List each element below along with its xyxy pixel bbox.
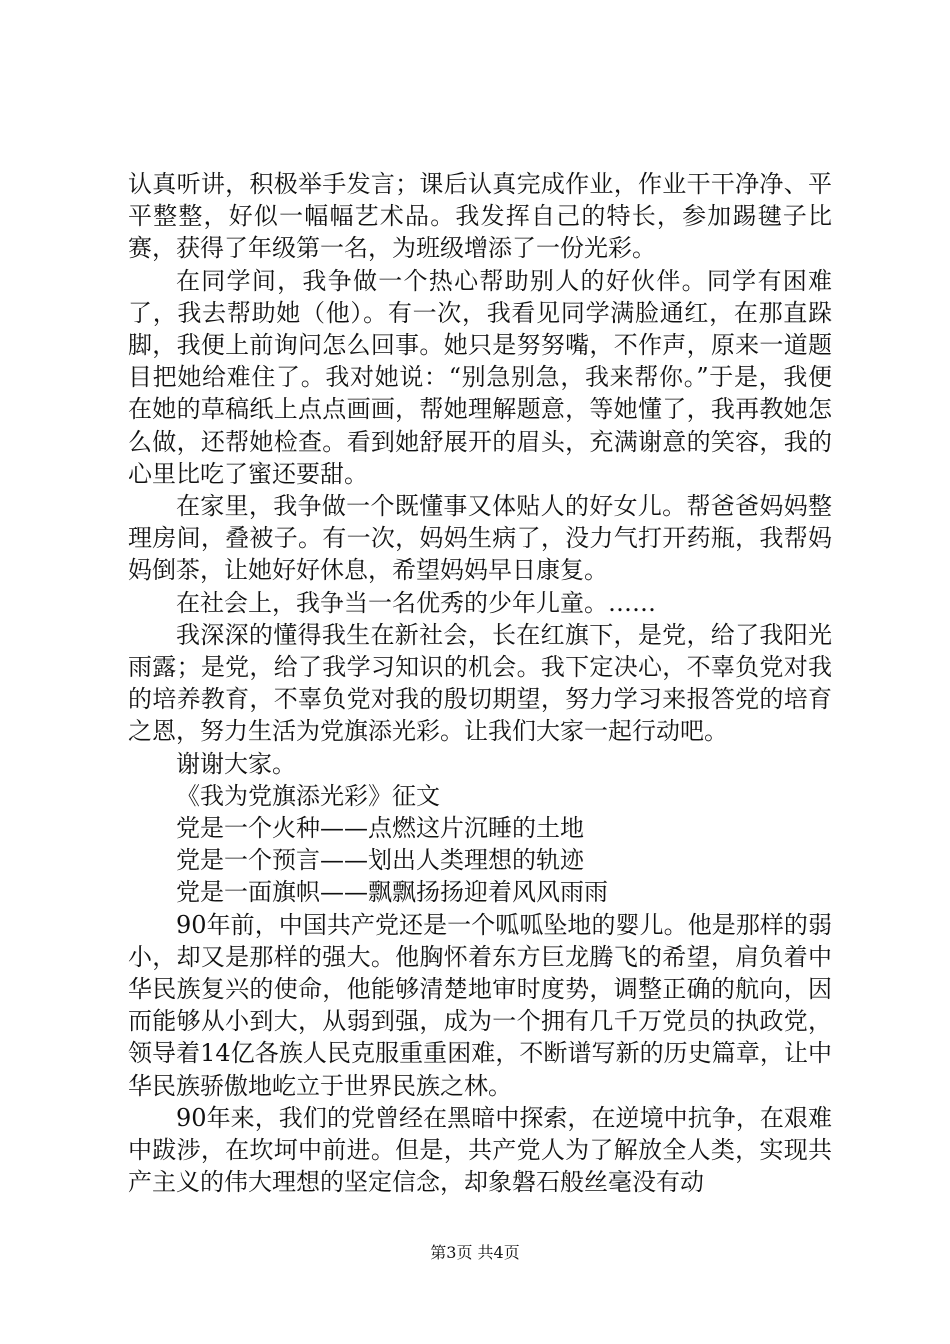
poem-line-1: 党是一个火种——点燃这片沉睡的土地 (176, 814, 584, 843)
poem-line-2: 党是一个预言——划出人类理想的轨迹 (176, 846, 584, 875)
paragraph-7: 90年前，中国共产党还是一个呱呱坠地的婴儿。他是那样的弱小，却又是那样的强大。他胸怀着东方巨龙腾飞的希望，肩负着中华民族复兴的使命，他能够清楚地审时度势，调整正确的航向，因而能够从小到大，从弱到强，成为一个拥有几千万党员的执政党，领导着14亿各族人民克服重重困难，不断谱写新的历史篇章，让中华民族骄傲地屹立于世界民族之林。 (128, 910, 832, 1100)
paragraph-2: 在同学间，我争做一个热心帮助别人的好伙伴。同学有困难了，我去帮助她（他）。有一次，我看见同学满脸通红，在那直跺脚，我便上前询问怎么回事。她只是努努嘴，不作声，原来一道题目把她给难住了。我对她说：“别急别急，我来帮你。”于是，我便在她的草稿纸上点点画画，帮她理解题意，等她懂了，我再教她怎么做，还帮她检查。看到她舒展开的眉头，充满谢意的笑容，我的心里比吃了蜜还要甜。 (128, 266, 832, 488)
essay-title: 《我为党旗添光彩》征文 (176, 781, 440, 810)
paragraph-3: 在家里，我争做一个既懂事又体贴人的好女儿。帮爸爸妈妈整理房间，叠被子。有一次，妈妈生病了，没力气打开药瓶，我帮妈妈倒茶，让她好好休息，希望妈妈早日康复。 (128, 492, 832, 585)
poem-line-3: 党是一面旗帜——飘飘扬扬迎着风风雨雨 (176, 878, 608, 907)
paragraph-6: 谢谢大家。 (176, 749, 296, 778)
paragraph-8: 90年来，我们的党曾经在黑暗中探索，在逆境中抗争，在艰难中跋涉，在坎坷中前进。但是，共产党人为了解放全人类，实现共产主义的伟大理想的坚定信念，却象磐石般丝毫没有动 (128, 1103, 832, 1197)
page-number-footer: 第3页 共4页 (430, 1243, 520, 1262)
paragraph-1: 认真听讲，积极举手发言；课后认真完成作业，作业干干净净、平平整整，好似一幅幅艺术品。我发挥自己的特长，参加踢毽子比赛，获得了年级第一名，为班级增添了一份光彩。 (128, 170, 832, 263)
paragraph-4: 在社会上，我争当一名优秀的少年儿童。…… (176, 588, 656, 617)
paragraph-5: 我深深的懂得我生在新社会，长在红旗下，是党，给了我阳光雨露；是党，给了我学习知识的机会。我下定决心，不辜负党对我的培养教育，不辜负党对我的殷切期望，努力学习来报答党的培育之恩，努力生活为党旗添光彩。让我们大家一起行动吧。 (128, 620, 832, 746)
document-body (128, 168, 832, 1199)
